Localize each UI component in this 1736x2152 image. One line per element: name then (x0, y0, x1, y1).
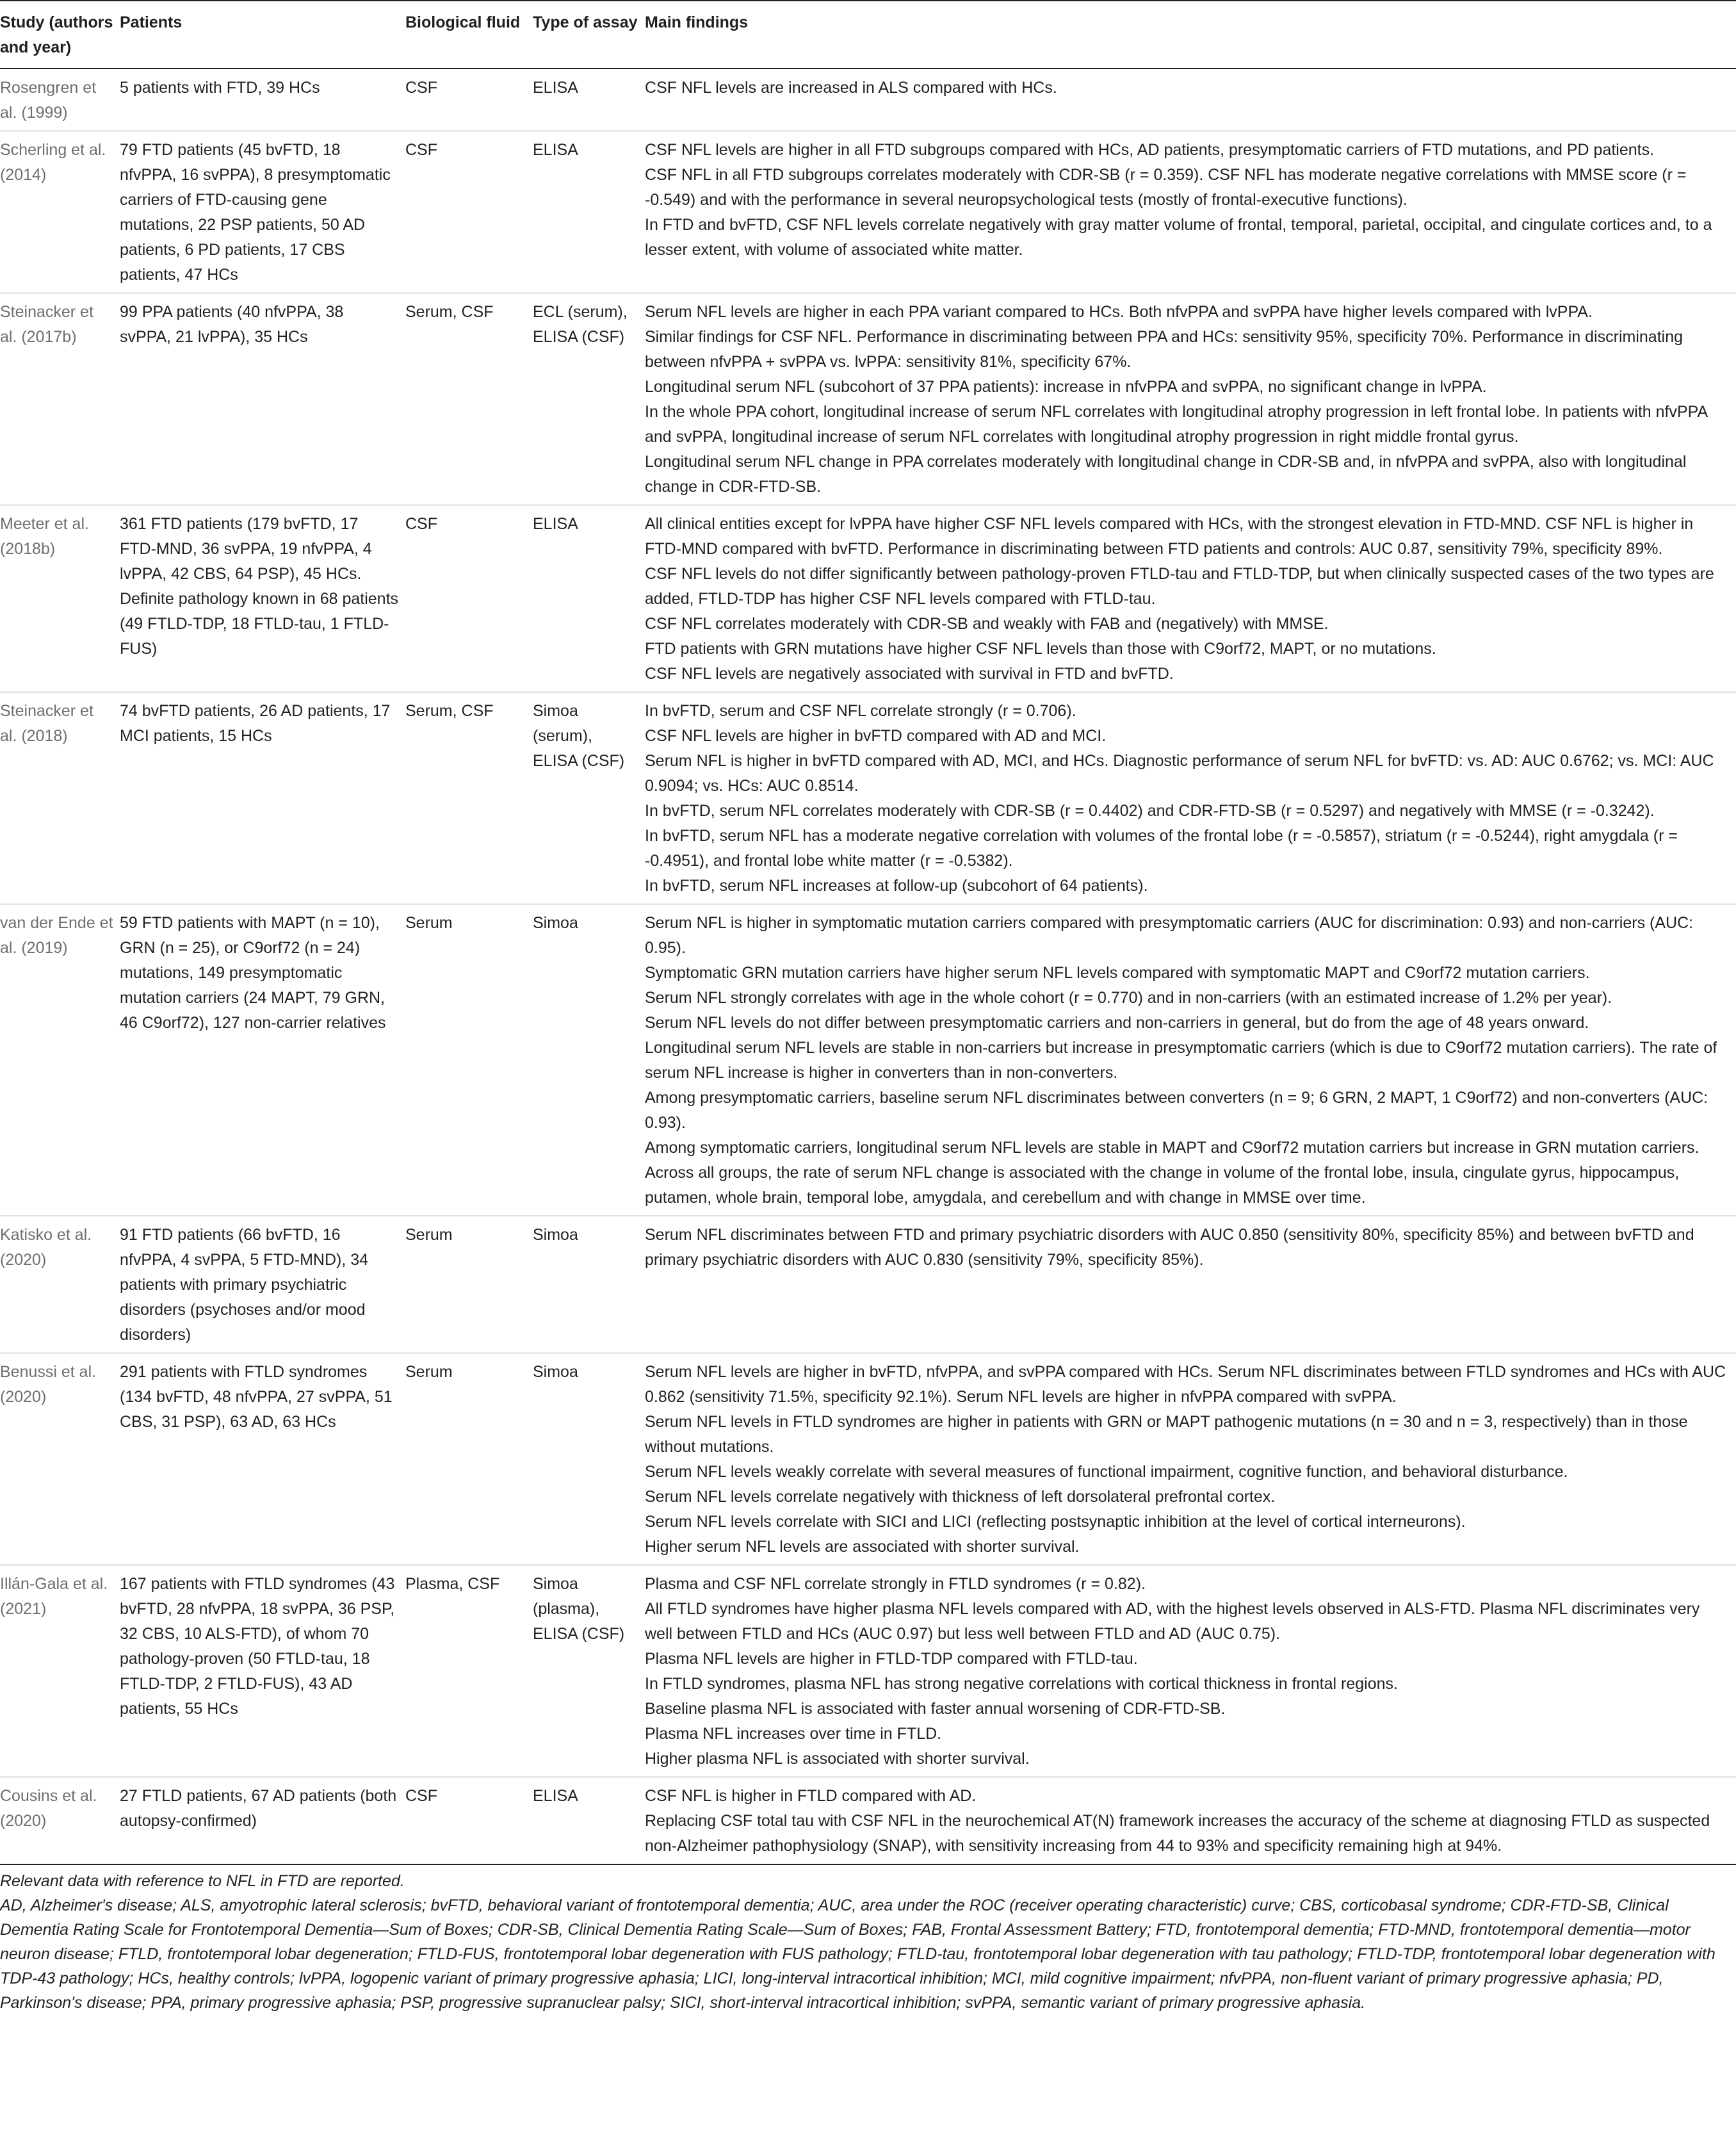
finding-item: Across all groups, the rate of serum NFL change is associated with the change in volume of the frontal lobe, insula, cingulate gyrus, hippocampus, putamen, whole brain, temporal lobe, amygdala, and cerebellum and with change in MMSE over time. (645, 1164, 1680, 1207)
assay-cell: Simoa (533, 904, 645, 1216)
finding-item: Serum NFL levels do not differ between presymptomatic carriers and non-carriers in general, but do from the age of 48 years onward. (645, 1014, 1589, 1032)
table-row (0, 1216, 1736, 1353)
assay-cell: ECL (serum), ELISA (CSF) (533, 293, 645, 505)
finding-item: Serum NFL is higher in symptomatic mutation carriers compared with presymptomatic carriers (AUC for discrimination: 0.93) and non-carriers (AUC: 0.95). (645, 914, 1694, 957)
table-row (0, 505, 1736, 692)
finding-item: Serum NFL levels weakly correlate with several measures of functional impairment, cognitive function, and behavioral disturbance. (645, 1463, 1568, 1481)
finding-item: In bvFTD, serum NFL correlates moderately with CDR-SB (r = 0.4402) and CDR-FTD-SB (r = 0.5297) and negatively with MMSE (r = -0.3242). (645, 802, 1655, 820)
finding-item: In the whole PPA cohort, longitudinal increase of serum NFL correlates with longitudinal atrophy progression in left frontal lobe. In patients with nfvPPA and svPPA, longitudinal increase of serum NFL correlates with longitudinal atrophy progression in right middle frontal gyrus. (645, 403, 1707, 446)
table-footnotes (0, 1869, 1736, 2015)
finding-item: CSF NFL levels are higher in bvFTD compared with AD and MCI. (645, 727, 1107, 745)
finding-item: In bvFTD, serum NFL has a moderate negative correlation with volumes of the frontal lobe (r = -0.5857), striatum (r = -0.5244), right amygdala (r = -0.4951), and frontal lobe white matter (r = -0.5382). (645, 827, 1678, 870)
findings-cell (645, 1216, 1736, 1353)
patients-cell: 5 patients with FTD, 39 HCs (120, 69, 405, 131)
patients-cell: 59 FTD patients with MAPT (n = 10), GRN (n = 25), or C9orf72 (n = 24) mutations, 149 presymptomatic mutation carriers (24 MAPT, 79 GRN, 46 C9orf72), 127 non-carrier relatives (120, 904, 405, 1216)
assay-cell: ELISA (533, 1777, 645, 1865)
finding-item: Replacing CSF total tau with CSF NFL in the neurochemical AT(N) framework increases the accuracy of the scheme at diagnosing FTLD as suspected non-Alzheimer pathophysiology (SNAP), with sensitivity increasing from 44 to 93% and specificity remaining high at 94%. (645, 1812, 1710, 1855)
finding-item: Higher serum NFL levels are associated with shorter survival. (645, 1538, 1080, 1556)
fluid-cell: Serum, CSF (405, 293, 533, 505)
table-header (0, 1, 1736, 69)
assay-cell: ELISA (533, 69, 645, 131)
footnote: Relevant data with reference to NFL in FTD are reported. (0, 1872, 405, 1890)
study-cell: Katisko et al. (2020) (0, 1216, 120, 1353)
finding-item: CSF NFL levels do not differ significantly between pathology-proven FTLD-tau and FTLD-TDP, but when clinically suspected cases of the two types are added, FTLD-TDP has higher CSF NFL levels compared with FTLD-tau. (645, 565, 1714, 608)
finding-item: Higher plasma NFL is associated with shorter survival. (645, 1750, 1030, 1768)
header-row (0, 1, 1736, 69)
findings-cell (645, 505, 1736, 692)
header-findings: Main findings (645, 1, 1736, 69)
table-row (0, 293, 1736, 505)
finding-item: Plasma NFL levels are higher in FTLD-TDP compared with FTLD-tau. (645, 1650, 1138, 1668)
patients-cell: 291 patients with FTLD syndromes (134 bvFTD, 48 nfvPPA, 27 svPPA, 51 CBS, 31 PSP), 63 AD, 63 HCs (120, 1353, 405, 1565)
patients-cell: 91 FTD patients (66 bvFTD, 16 nfvPPA, 4 svPPA, 5 FTD-MND), 34 patients with primary psychiatric disorders (psychoses and/or mood disorders) (120, 1216, 405, 1353)
table-row (0, 1353, 1736, 1565)
fluid-cell: Plasma, CSF (405, 1565, 533, 1777)
header-fluid: Biological fluid (405, 1, 533, 69)
findings-cell (645, 692, 1736, 904)
study-cell: Steinacker et al. (2017b) (0, 293, 120, 505)
abbreviations: AD, Alzheimer's disease; ALS, amyotrophic lateral sclerosis; bvFTD, behavioral variant of frontotemporal dementia; AUC, area under the ROC (receiver operating characteristic) curve; CBS, corticobasal syndrome; CDR-FTD-SB, Clinical Dementia Rating Scale for Frontotemporal Dementia—Sum of Boxes; CDR-SB, Clinical Dementia Rating Scale—Sum of Boxes; FAB, Frontal Assessment Battery; FTD, frontotemporal dementia; FTD-MND, frontotemporal dementia—motor neuron disease; FTLD, frontotemporal lobar degeneration; FTLD-FUS, frontotemporal lobar degeneration with FUS pathology; FTLD-tau, frontotemporal lobar degeneration with tau pathology; FTLD-TDP, frontotemporal lobar degeneration with TDP-43 pathology; HCs, healthy controls; lvPPA, logopenic variant of primary progressive aphasia; LICI, long-interval intracortical inhibition; MCI, mild cognitive impairment; nfvPPA, non-fluent variant of primary progressive aphasia; PD, Parkinson's disease; PPA, primary progressive aphasia; PSP, progressive supranuclear palsy; SICI, short-interval intracortical inhibition; svPPA, semantic variant of primary progressive aphasia. (0, 1896, 1716, 2012)
finding-item: CSF NFL levels are negatively associated with survival in FTD and bvFTD. (645, 665, 1174, 683)
finding-item: Symptomatic GRN mutation carriers have higher serum NFL levels compared with symptomatic MAPT and C9orf72 mutation carriers. (645, 964, 1590, 982)
findings-cell (645, 1353, 1736, 1565)
assay-cell: ELISA (533, 505, 645, 692)
finding-item: Longitudinal serum NFL levels are stable in non-carriers but increase in presymptomatic carriers (which is due to C9orf72 mutation carriers). The rate of serum NFL increase is higher in converters than in non-converters. (645, 1039, 1717, 1082)
study-cell: Steinacker et al. (2018) (0, 692, 120, 904)
finding-item: Serum NFL strongly correlates with age in the whole cohort (r = 0.770) and in non-carriers (with an estimated increase of 1.2% per year). (645, 989, 1612, 1007)
findings-cell (645, 69, 1736, 131)
table-row (0, 692, 1736, 904)
fluid-cell: CSF (405, 131, 533, 293)
fluid-cell: Serum (405, 1216, 533, 1353)
patients-cell: 99 PPA patients (40 nfvPPA, 38 svPPA, 21 lvPPA), 35 HCs (120, 293, 405, 505)
assay-cell: Simoa (serum), ELISA (CSF) (533, 692, 645, 904)
finding-item: Serum NFL levels are higher in each PPA variant compared to HCs. Both nfvPPA and svPPA have higher levels compared with lvPPA. (645, 303, 1593, 321)
finding-item: Plasma NFL increases over time in FTLD. (645, 1725, 942, 1743)
finding-item: Serum NFL is higher in bvFTD compared with AD, MCI, and HCs. Diagnostic performance of serum NFL for bvFTD: vs. AD: AUC 0.6762; vs. MCI: AUC 0.9094; vs. HCs: AUC 0.8514. (645, 752, 1714, 795)
finding-item: Serum NFL levels correlate negatively with thickness of left dorsolateral prefrontal cortex. (645, 1488, 1276, 1506)
finding-item: In FTLD syndromes, plasma NFL has strong negative correlations with cortical thickness in frontal regions. (645, 1675, 1398, 1693)
finding-item: CSF NFL is higher in FTLD compared with AD. (645, 1787, 977, 1805)
finding-item: CSF NFL in all FTD subgroups correlates moderately with CDR-SB (r = 0.359). CSF NFL has moderate negative correlations with MMSE score (r = -0.549) and with the performance in several neuropsychological tests (mostly of frontal-executive functions). (645, 166, 1687, 209)
finding-item: Longitudinal serum NFL (subcohort of 37 PPA patients): increase in nfvPPA and svPPA, no significant change in lvPPA. (645, 378, 1487, 396)
header-patients: Patients (120, 1, 405, 69)
assay-cell: Simoa (plasma), ELISA (CSF) (533, 1565, 645, 1777)
assay-cell: ELISA (533, 131, 645, 293)
table-row (0, 904, 1736, 1216)
study-cell: Scherling et al. (2014) (0, 131, 120, 293)
fluid-cell: Serum, CSF (405, 692, 533, 904)
patients-cell: 167 patients with FTLD syndromes (43 bvFTD, 28 nfvPPA, 18 svPPA, 36 PSP, 32 CBS, 10 ALS-FTD), of whom 70 pathology-proven (50 FTLD-tau, 18 FTLD-TDP, 2 FTLD-FUS), 43 AD patients, 55 HCs (120, 1565, 405, 1777)
header-assay: Type of assay (533, 1, 645, 69)
finding-item: Serum NFL levels correlate with SICI and LICI (reflecting postsynaptic inhibition at the level of cortical interneurons). (645, 1513, 1466, 1531)
finding-item: All FTLD syndromes have higher plasma NFL levels compared with AD, with the highest levels observed in ALS-FTD. Plasma NFL discriminates very well between FTLD and HCs (AUC 0.97) but less well between FTLD and AD (AUC 0.75). (645, 1600, 1700, 1643)
finding-item: Similar findings for CSF NFL. Performance in discriminating between PPA and HCs: sensitivity 95%, specificity 70%. Performance in discriminating between nfvPPA + svPPA vs. lvPPA: sensitivity 81%, specificity 67%. (645, 328, 1683, 371)
fluid-cell: Serum (405, 904, 533, 1216)
table-row (0, 131, 1736, 293)
study-cell: van der Ende et al. (2019) (0, 904, 120, 1216)
table-row (0, 1565, 1736, 1777)
findings-cell (645, 1777, 1736, 1865)
patients-cell: 74 bvFTD patients, 26 AD patients, 17 MCI patients, 15 HCs (120, 692, 405, 904)
table-row (0, 1777, 1736, 1865)
finding-item: Among presymptomatic carriers, baseline serum NFL discriminates between converters (n = 9; 6 GRN, 2 MAPT, 1 C9orf72) and non-converters (AUC: 0.93). (645, 1089, 1708, 1132)
findings-cell (645, 1565, 1736, 1777)
finding-item: Serum NFL levels are higher in bvFTD, nfvPPA, and svPPA compared with HCs. Serum NFL discriminates between FTLD syndromes and HCs with AUC 0.862 (sensitivity 71.5%, specificity 92.1%). Serum NFL levels are higher in nfvPPA compared with svPPA. (645, 1363, 1726, 1406)
finding-item: In bvFTD, serum and CSF NFL correlate strongly (r = 0.706). (645, 702, 1076, 720)
table-row (0, 69, 1736, 131)
findings-cell (645, 293, 1736, 505)
fluid-cell: CSF (405, 1777, 533, 1865)
study-cell: Meeter et al. (2018b) (0, 505, 120, 692)
fluid-cell: Serum (405, 1353, 533, 1565)
study-cell: Illán-Gala et al. (2021) (0, 1565, 120, 1777)
study-cell: Cousins et al. (2020) (0, 1777, 120, 1865)
study-cell: Rosengren et al. (1999) (0, 69, 120, 131)
finding-item: In FTD and bvFTD, CSF NFL levels correlate negatively with gray matter volume of frontal, temporal, parietal, occipital, and cingulate cortices and, to a lesser extent, with volume of associated white matter. (645, 216, 1712, 259)
finding-item: FTD patients with GRN mutations have higher CSF NFL levels than those with C9orf72, MAPT, or no mutations. (645, 640, 1436, 658)
findings-cell (645, 131, 1736, 293)
assay-cell: Simoa (533, 1353, 645, 1565)
finding-item: Among symptomatic carriers, longitudinal serum NFL levels are stable in MAPT and C9orf72 mutation carriers but increase in GRN mutation carriers. (645, 1139, 1699, 1157)
fluid-cell: CSF (405, 505, 533, 692)
patients-cell: 79 FTD patients (45 bvFTD, 18 nfvPPA, 16 svPPA), 8 presymptomatic carriers of FTD-causing gene mutations, 22 PSP patients, 50 AD patients, 6 PD patients, 17 CBS patients, 47 HCs (120, 131, 405, 293)
fluid-cell: CSF (405, 69, 533, 131)
finding-item: In bvFTD, serum NFL increases at follow-up (subcohort of 64 patients). (645, 877, 1148, 895)
finding-item: Serum NFL levels in FTLD syndromes are higher in patients with GRN or MAPT pathogenic mutations (n = 30 and n = 3, respectively) than in those without mutations. (645, 1413, 1688, 1456)
findings-cell (645, 904, 1736, 1216)
finding-item: Baseline plasma NFL is associated with faster annual worsening of CDR-FTD-SB. (645, 1700, 1226, 1718)
table-body (0, 69, 1736, 1864)
patients-cell: 27 FTLD patients, 67 AD patients (both autopsy-confirmed) (120, 1777, 405, 1865)
finding-item: CSF NFL levels are higher in all FTD subgroups compared with HCs, AD patients, presymptomatic carriers of FTD mutations, and PD patients. (645, 141, 1655, 159)
header-study: Study (authors and year) (0, 1, 120, 69)
finding-item: CSF NFL levels are increased in ALS compared with HCs. (645, 79, 1057, 97)
finding-item: Serum NFL discriminates between FTD and primary psychiatric disorders with AUC 0.850 (sensitivity 80%, specificity 85%) and between bvFTD and primary psychiatric disorders with AUC 0.830 (sensitivity 79%, specificity 85%). (645, 1226, 1694, 1269)
finding-item: Longitudinal serum NFL change in PPA correlates moderately with longitudinal change in CDR-SB and, in nfvPPA and svPPA, also with longitudinal change in CDR-FTD-SB. (645, 453, 1687, 496)
assay-cell: Simoa (533, 1216, 645, 1353)
finding-item: Plasma and CSF NFL correlate strongly in FTLD syndromes (r = 0.82). (645, 1575, 1146, 1593)
finding-item: All clinical entities except for lvPPA have higher CSF NFL levels compared with HCs, with the strongest elevation in FTD-MND. CSF NFL is higher in FTD-MND compared with bvFTD. Performance in discriminating between FTD patients and controls: AUC 0.87, sensitivity 79%, specificity 89%. (645, 515, 1694, 558)
finding-item: CSF NFL correlates moderately with CDR-SB and weakly with FAB and (negatively) with MMSE. (645, 615, 1329, 633)
study-cell: Benussi et al. (2020) (0, 1353, 120, 1565)
patients-cell: 361 FTD patients (179 bvFTD, 17 FTD-MND, 36 svPPA, 19 nfvPPA, 4 lvPPA, 42 CBS, 64 PSP), 45 HCs. Definite pathology known in 68 patients (49 FTLD-TDP, 18 FTLD-tau, 1 FTLD-FUS) (120, 505, 405, 692)
